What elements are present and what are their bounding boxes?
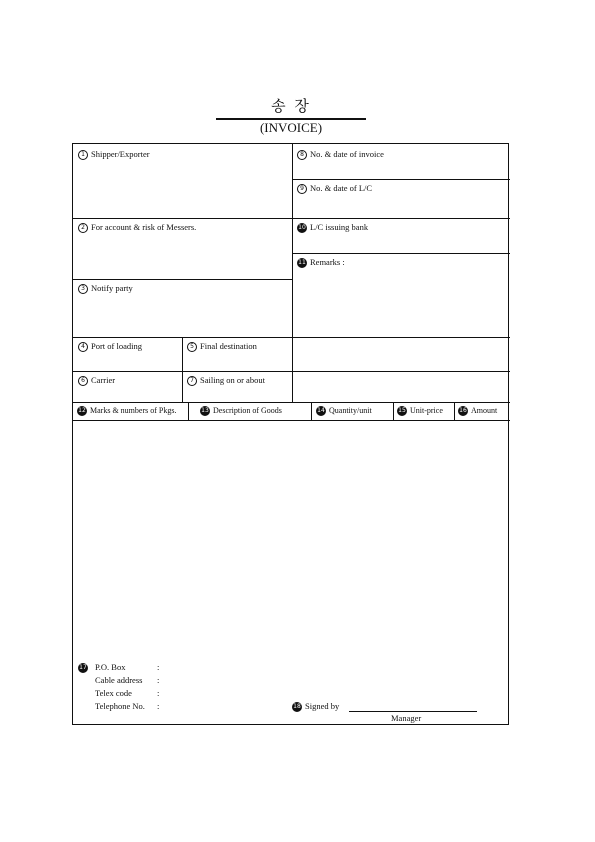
divider — [73, 402, 510, 403]
divider — [292, 253, 510, 254]
goods-header-unit-price — [397, 406, 443, 416]
column-header-text: Unit-price — [410, 406, 443, 415]
form-title-korean: 송 장 — [216, 96, 366, 120]
divider — [188, 402, 189, 420]
signed-by-text: Signed by — [305, 701, 340, 711]
field-label-text: Final destination — [200, 341, 257, 351]
field-label-text: No. & date of L/C — [310, 183, 373, 193]
telex-code-label: Telex code — [95, 688, 132, 698]
field-label-text: No. & date of invoice — [310, 149, 384, 159]
field-number: 3 — [78, 284, 88, 294]
goods-header-quantity — [316, 406, 372, 416]
field-label-text: Remarks : — [310, 257, 345, 267]
port-loading-label — [78, 341, 142, 352]
form-title-english: (INVOICE) — [259, 120, 323, 135]
field-number: 16 — [459, 407, 467, 415]
final-destination-label — [187, 341, 257, 352]
shipper-label — [78, 149, 150, 160]
footer-number — [78, 662, 91, 673]
divider — [292, 179, 510, 180]
field-number: 14 — [317, 407, 325, 415]
remarks-label — [297, 257, 345, 268]
field-label-text: For account & risk of Messers. — [91, 222, 197, 232]
column-header-text: Amount — [471, 406, 498, 415]
telephone-label: Telephone No. — [95, 701, 145, 711]
field-number: 6 — [78, 376, 88, 386]
divider — [311, 402, 312, 420]
column-header-text: Marks & numbers of Pkgs. — [90, 406, 177, 415]
field-number: 11 — [298, 259, 306, 267]
divider — [73, 279, 292, 280]
colon: : — [157, 688, 160, 698]
field-label-text: Carrier — [91, 375, 116, 385]
field-number: 17 — [79, 664, 87, 672]
colon: : — [157, 701, 160, 711]
signed-by-label — [292, 701, 339, 712]
column-header-text: Description of Goods — [213, 406, 282, 415]
colon: : — [157, 662, 160, 672]
field-number: 10 — [298, 224, 306, 232]
divider — [292, 144, 293, 402]
field-number: 2 — [78, 223, 88, 233]
goods-header-description — [200, 406, 282, 416]
divider — [454, 402, 455, 420]
sailing-label — [187, 375, 265, 386]
manager-label: Manager — [391, 713, 422, 723]
divider — [393, 402, 394, 420]
field-number: 4 — [78, 342, 88, 352]
field-label-text: Port of loading — [91, 341, 142, 351]
field-label-text: Sailing on or about — [200, 375, 265, 385]
colon: : — [157, 675, 160, 685]
account-of-label — [78, 222, 196, 233]
field-number: 8 — [297, 150, 307, 160]
column-header-text: Quantity/unit — [329, 406, 372, 415]
divider — [182, 337, 183, 402]
invoice-no-label — [297, 149, 384, 160]
goods-header-marks — [77, 406, 176, 416]
field-label-text: L/C issuing bank — [310, 222, 369, 232]
cable-address-label: Cable address — [95, 675, 143, 685]
field-number: 12 — [78, 407, 86, 415]
field-number: 1 — [78, 150, 88, 160]
po-box-label: P.O. Box — [95, 662, 126, 672]
goods-header-amount — [458, 406, 497, 416]
lc-bank-label — [297, 222, 368, 233]
invoice-form — [72, 143, 509, 725]
lc-no-label — [297, 183, 372, 194]
signature-line[interactable] — [349, 711, 477, 712]
field-label-text: Notify party — [91, 283, 133, 293]
field-number: 5 — [187, 342, 197, 352]
field-number: 15 — [398, 407, 406, 415]
carrier-label — [78, 375, 115, 386]
divider — [73, 420, 510, 421]
field-number: 7 — [187, 376, 197, 386]
field-number: 18 — [293, 703, 301, 711]
field-number: 9 — [297, 184, 307, 194]
field-number: 13 — [201, 407, 209, 415]
field-label-text: Shipper/Exporter — [91, 149, 150, 159]
notify-label — [78, 283, 133, 294]
